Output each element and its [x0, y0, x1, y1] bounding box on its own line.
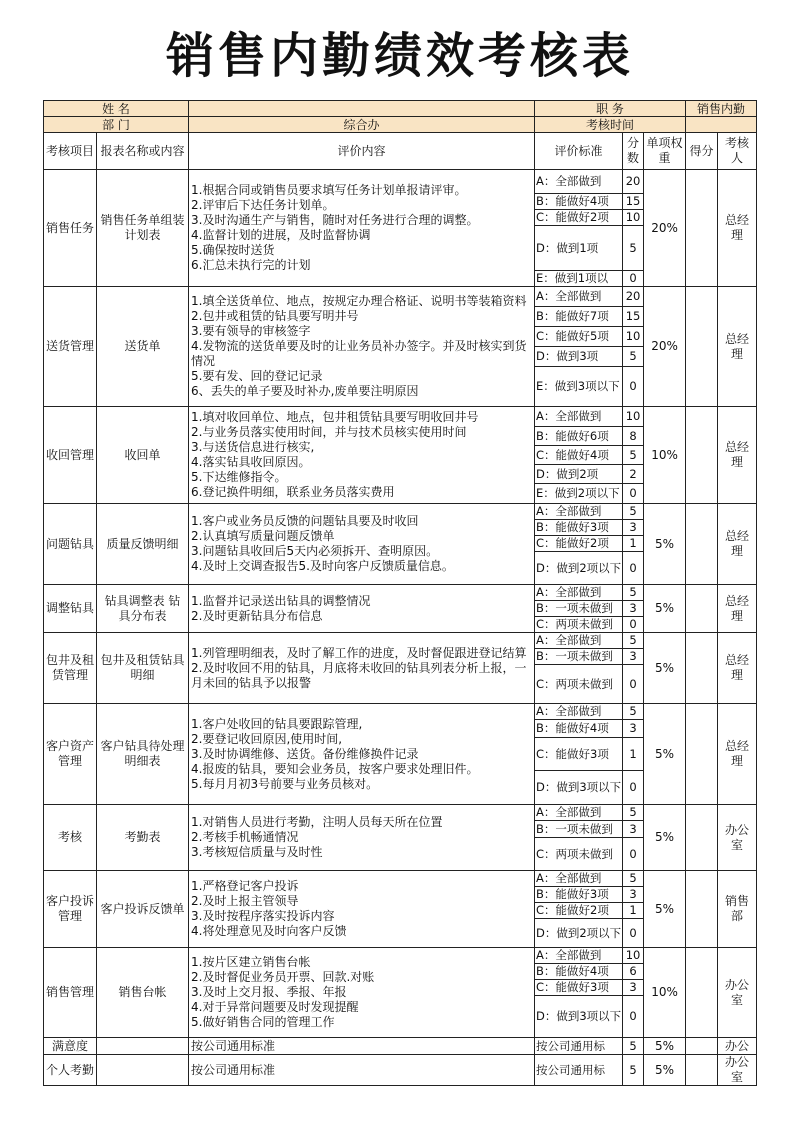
standard-cell: B：能做好3项	[535, 520, 623, 536]
eval-content	[189, 504, 535, 585]
score-cell: 2	[623, 465, 644, 484]
col-form: 报表名称或内容	[97, 133, 189, 170]
report-name: 钻具调整表 钻具分布表	[97, 585, 189, 633]
content-line: 2.及时上报主管领导	[191, 894, 299, 908]
eval-content	[189, 704, 535, 805]
standard-cell: C：能做好4项	[535, 446, 623, 465]
eval-content	[189, 407, 535, 504]
got-score-cell[interactable]	[686, 871, 718, 948]
weight-cell: 20%	[644, 287, 686, 407]
report-name: 收回单	[97, 407, 189, 504]
col-weight: 单项权重	[644, 133, 686, 170]
table-row	[44, 407, 757, 427]
content-line: 5.下达维修指令。	[191, 470, 287, 484]
content-line: 4.对于异常问题要及时发现提醒	[191, 1000, 359, 1014]
reviewer-cell: 销售部	[718, 871, 757, 948]
standard-cell: B：能做好6项	[535, 427, 623, 446]
content-line: 2.及时收回不用的钻具，月底将未收回的钻具列表分析上报，一月未回的钻具予以报警	[191, 660, 527, 690]
score-cell: 6	[623, 964, 644, 980]
content-line: 2.包井或租赁的钻具要写明井号	[191, 309, 359, 323]
score-cell: 20	[623, 287, 644, 307]
score-cell: 0	[623, 271, 644, 287]
standard-cell: D：做到3项	[535, 347, 623, 367]
reviewer-cell: 办公室	[718, 805, 757, 871]
content-line: 3.考核短信质量与及时性	[191, 845, 323, 859]
assess-item: 客户资产管理	[44, 704, 97, 805]
content-line: 3.及时按程序落实投诉内容	[191, 909, 335, 923]
standard-cell: A：全部做到	[535, 633, 623, 649]
reviewer-cell: 总经理	[718, 287, 757, 407]
score-cell: 5	[623, 585, 644, 601]
eval-content	[189, 805, 535, 871]
eval-content	[189, 871, 535, 948]
got-score-cell[interactable]	[686, 170, 718, 287]
eval-content	[189, 633, 535, 704]
weight-cell: 5%	[644, 805, 686, 871]
table-row	[44, 170, 757, 194]
eval-content	[189, 585, 535, 633]
standard-cell: A：全部做到	[535, 585, 623, 601]
col-score: 分数	[623, 133, 644, 170]
score-cell: 1	[623, 536, 644, 552]
standard-cell: E：做到2项以下	[535, 484, 623, 504]
standard-cell: D：做到2项以下	[535, 552, 623, 585]
standard-cell: B：能做好3项	[535, 887, 623, 903]
score-cell: 5	[623, 805, 644, 821]
score-cell: 15	[623, 307, 644, 327]
content-line: 2.评审后下达任务计划单。	[191, 198, 335, 212]
col-standard: 评价标准	[535, 133, 623, 170]
standard-cell: C：能做好3项	[535, 980, 623, 996]
score-cell: 3	[623, 520, 644, 536]
footer-item: 满意度	[44, 1038, 97, 1055]
reviewer-cell: 总经理	[718, 633, 757, 704]
weight-cell: 5%	[644, 871, 686, 948]
score-cell: 5	[623, 446, 644, 465]
content-line: 1.客户处收回的钻具要跟踪管理,	[191, 716, 363, 731]
reviewer-cell: 总经理	[718, 585, 757, 633]
weight-cell: 10%	[644, 407, 686, 504]
got-score-cell[interactable]	[686, 407, 718, 504]
table-row	[44, 805, 757, 821]
score-cell: 0	[623, 617, 644, 633]
standard-cell: E：做到3项以下	[535, 367, 623, 407]
weight-cell: 5%	[644, 704, 686, 805]
got-score-cell[interactable]	[686, 704, 718, 805]
content-line: 3.及时沟通生产与销售，随时对任务进行合理的调整。	[191, 213, 479, 227]
table-row	[44, 504, 757, 520]
report-name: 考勤表	[97, 805, 189, 871]
content-line: 1.对销售人员进行考勤，注明人员每天所在位置	[191, 815, 443, 829]
score-cell: 5	[623, 226, 644, 271]
score-cell: 3	[623, 720, 644, 738]
score-cell: 10	[623, 948, 644, 964]
content-line: 3.及时协调维修、送货。备份维修换件记录	[191, 746, 419, 761]
assess-item: 考核	[44, 805, 97, 871]
content-line: 3.问题钻具收回后5天内必须拆开、查明原因。	[191, 544, 439, 558]
content-line: 1.填对收回单位、地点，包井租赁钻具要写明收回井号	[191, 410, 479, 424]
footer-form-cell	[97, 1038, 189, 1055]
assess-item: 客户投诉管理	[44, 871, 97, 948]
footer-reviewer: 办公	[718, 1038, 757, 1055]
got-score-cell[interactable]	[686, 633, 718, 704]
content-line: 1.列管理明细表，及时了解工作的进度，及时督促跟进登记结算	[191, 645, 527, 660]
score-cell: 0	[623, 367, 644, 407]
header-row-dept	[44, 117, 757, 133]
score-cell: 3	[623, 649, 644, 665]
standard-cell: A：全部做到	[535, 871, 623, 887]
standard-cell: C：两项未做到	[535, 838, 623, 871]
standard-cell: E：做到1项以	[535, 271, 623, 287]
content-line: 4.报废的钻具，要知会业务员，按客户要求处理旧件。	[191, 761, 479, 776]
column-header-row	[44, 133, 757, 170]
content-line: 5.要有发、回的登记记录	[191, 369, 323, 383]
content-line: 4.落实钻具收回原因。	[191, 455, 311, 469]
assess-item: 包井及租赁管理	[44, 633, 97, 704]
standard-cell: C：能做好5项	[535, 327, 623, 347]
score-cell: 5	[623, 504, 644, 520]
standard-cell: C：能做好2项	[535, 536, 623, 552]
score-cell: 0	[623, 919, 644, 948]
report-name: 销售台帐	[97, 948, 189, 1038]
standard-cell: C：能做好2项	[535, 210, 623, 226]
content-line: 3.及时上交月报、季报、年报	[191, 985, 347, 999]
content-line: 2.及时督促业务员开票、回款.对账	[191, 970, 375, 984]
got-score-cell[interactable]	[686, 585, 718, 633]
content-line: 1.按片区建立销售台帐	[191, 955, 311, 969]
table-row	[44, 871, 757, 887]
standard-cell: D：做到2项以下	[535, 919, 623, 948]
score-cell: 3	[623, 887, 644, 903]
standard-cell: B：能做好4项	[535, 720, 623, 738]
standard-cell: B：能做好4项	[535, 194, 623, 210]
content-line: 1.严格登记客户投诉	[191, 879, 299, 893]
footer-item: 个人考勤	[44, 1055, 97, 1086]
footer-got-score[interactable]	[686, 1038, 718, 1055]
score-cell: 1	[623, 738, 644, 771]
got-score-cell[interactable]	[686, 287, 718, 407]
reviewer-cell: 办公室	[718, 948, 757, 1038]
content-line: 4.监督计划的进展，及时监督协调	[191, 228, 371, 242]
got-score-cell[interactable]	[686, 504, 718, 585]
weight-cell: 5%	[644, 504, 686, 585]
report-name: 客户钻具待处理明细表	[97, 704, 189, 805]
score-cell: 10	[623, 210, 644, 226]
content-line: 5.每月月初3号前要与业务员核对。	[191, 776, 379, 791]
report-name: 质量反馈明细	[97, 504, 189, 585]
content-line: 1.监督并记录送出钻具的调整情况	[191, 593, 371, 608]
content-line: 2.与业务员落实使用时间，并与技术员核实使用时间	[191, 425, 467, 439]
weight-cell: 10%	[644, 948, 686, 1038]
score-cell: 0	[623, 552, 644, 585]
content-line: 4.发物流的送货单要及时的让业务员补办签字。并及时核实到货情况	[191, 339, 527, 368]
assess-item: 问题钻具	[44, 504, 97, 585]
content-line: 2.及时更新钻具分布信息	[191, 608, 323, 623]
content-line: 2.考核手机畅通情况	[191, 830, 299, 844]
standard-cell: A：全部做到	[535, 704, 623, 720]
content-line: 3.要有领导的审核签字	[191, 324, 311, 338]
assessment-table	[43, 100, 757, 1086]
footer-reviewer: 办公室	[718, 1055, 757, 1086]
weight-cell: 5%	[644, 633, 686, 704]
standard-cell: D：做到3项以下	[535, 771, 623, 805]
score-cell: 8	[623, 427, 644, 446]
content-line: 5.确保按时送货	[191, 243, 275, 257]
standard-cell: A：全部做到	[535, 170, 623, 194]
standard-cell: B：一项未做到	[535, 821, 623, 838]
standard-cell: A：全部做到	[535, 287, 623, 307]
position-value: 销售内勤	[686, 101, 757, 117]
score-cell: 0	[623, 771, 644, 805]
score-cell: 3	[623, 601, 644, 617]
reviewer-cell: 总经理	[718, 170, 757, 287]
footer-score: 5	[623, 1055, 644, 1086]
position-label: 职 务	[535, 101, 686, 117]
col-got: 得分	[686, 133, 718, 170]
content-line: 4.将处理意见及时向客户反馈	[191, 924, 347, 938]
footer-form-cell	[97, 1055, 189, 1086]
table-row	[44, 287, 757, 307]
col-item: 考核项目	[44, 133, 97, 170]
page-title: 销售内勤绩效考核表	[165, 28, 634, 84]
assess-item: 销售管理	[44, 948, 97, 1038]
content-line: 6、丢失的单子要及时补办,废单要注明原因	[191, 384, 419, 398]
footer-standard: 按公司通用标	[535, 1055, 623, 1086]
header-row-name	[44, 101, 757, 117]
col-content: 评价内容	[189, 133, 535, 170]
standard-cell: B：能做好7项	[535, 307, 623, 327]
content-line: 5.做好销售合同的管理工作	[191, 1015, 335, 1029]
assess-item: 销售任务	[44, 170, 97, 287]
footer-weight: 5%	[644, 1038, 686, 1055]
period-label: 考核时间	[535, 117, 686, 133]
standard-cell: A：全部做到	[535, 504, 623, 520]
footer-got-score[interactable]	[686, 1055, 718, 1086]
score-cell: 0	[623, 838, 644, 871]
content-line: 6.汇总未执行完的计划	[191, 258, 311, 272]
weight-cell: 20%	[644, 170, 686, 287]
score-cell: 5	[623, 633, 644, 649]
content-line: 1.客户或业务员反馈的问题钻具要及时收回	[191, 514, 419, 528]
score-cell: 5	[623, 871, 644, 887]
standard-cell: D：做到3项以下	[535, 996, 623, 1038]
score-cell: 3	[623, 980, 644, 996]
table-row	[44, 633, 757, 649]
report-name: 送货单	[97, 287, 189, 407]
score-cell: 3	[623, 821, 644, 838]
col-reviewer: 考核人	[718, 133, 757, 170]
footer-standard: 按公司通用标	[535, 1038, 623, 1055]
footer-weight: 5%	[644, 1055, 686, 1086]
standard-cell: C：能做好3项	[535, 738, 623, 771]
standard-cell: B：能做好4项	[535, 964, 623, 980]
table-row	[44, 704, 757, 720]
score-cell: 1	[623, 903, 644, 919]
score-cell: 0	[623, 484, 644, 504]
assess-item: 送货管理	[44, 287, 97, 407]
score-cell: 0	[623, 665, 644, 704]
report-name: 客户投诉反馈单	[97, 871, 189, 948]
content-line: 2.认真填写质量问题反馈单	[191, 529, 335, 543]
got-score-cell[interactable]	[686, 948, 718, 1038]
footer-content: 按公司通用标准	[189, 1055, 535, 1086]
dept-label: 部 门	[44, 117, 189, 133]
score-cell: 20	[623, 170, 644, 194]
report-name: 包井及租赁钻具明细	[97, 633, 189, 704]
score-cell: 15	[623, 194, 644, 210]
reviewer-cell: 总经理	[718, 407, 757, 504]
assess-item: 收回管理	[44, 407, 97, 504]
content-line: 4.及时上交调查报告5.及时向客户反馈质量信息。	[191, 559, 454, 573]
standard-cell: B：一项未做到	[535, 601, 623, 617]
content-line: 1.根据合同或销售员要求填写任务计划单报请评审。	[191, 183, 467, 197]
score-cell: 0	[623, 996, 644, 1038]
reviewer-cell: 总经理	[718, 504, 757, 585]
footer-row	[44, 1055, 757, 1086]
weight-cell: 5%	[644, 585, 686, 633]
name-value-cell[interactable]	[189, 101, 535, 117]
content-line: 1.填全送货单位、地点，按规定办理合格证、说明书等装箱资料	[191, 294, 527, 308]
eval-content	[189, 170, 535, 287]
standard-cell: D：做到1项	[535, 226, 623, 271]
content-line: 6.登记换件明细，联系业务员落实费用	[191, 485, 395, 499]
dept-value: 综合办	[189, 117, 535, 133]
standard-cell: C：能做好2项	[535, 903, 623, 919]
assess-item: 调整钻具	[44, 585, 97, 633]
eval-content	[189, 287, 535, 407]
standard-cell: B：一项未做到	[535, 649, 623, 665]
name-label: 姓 名	[44, 101, 189, 117]
period-value-cell[interactable]	[686, 117, 757, 133]
score-cell: 5	[623, 347, 644, 367]
table-row	[44, 948, 757, 964]
standard-cell: A：全部做到	[535, 805, 623, 821]
reviewer-cell: 总经理	[718, 704, 757, 805]
standard-cell: D：做到2项	[535, 465, 623, 484]
content-line: 2.要登记收回原因,使用时间,	[191, 731, 343, 746]
score-cell: 5	[623, 704, 644, 720]
score-cell: 10	[623, 407, 644, 427]
assessment-table-container	[43, 100, 756, 1086]
score-cell: 10	[623, 327, 644, 347]
got-score-cell[interactable]	[686, 805, 718, 871]
standard-cell: A：全部做到	[535, 407, 623, 427]
standard-cell: C：两项未做到	[535, 665, 623, 704]
footer-score: 5	[623, 1038, 644, 1055]
standard-cell: A：全部做到	[535, 948, 623, 964]
table-row	[44, 585, 757, 601]
footer-row	[44, 1038, 757, 1055]
standard-cell: C：两项未做到	[535, 617, 623, 633]
eval-content	[189, 948, 535, 1038]
footer-content: 按公司通用标准	[189, 1038, 535, 1055]
content-line: 3.与送货信息进行核实,	[191, 440, 315, 454]
report-name: 销售任务单组装计划表	[97, 170, 189, 287]
